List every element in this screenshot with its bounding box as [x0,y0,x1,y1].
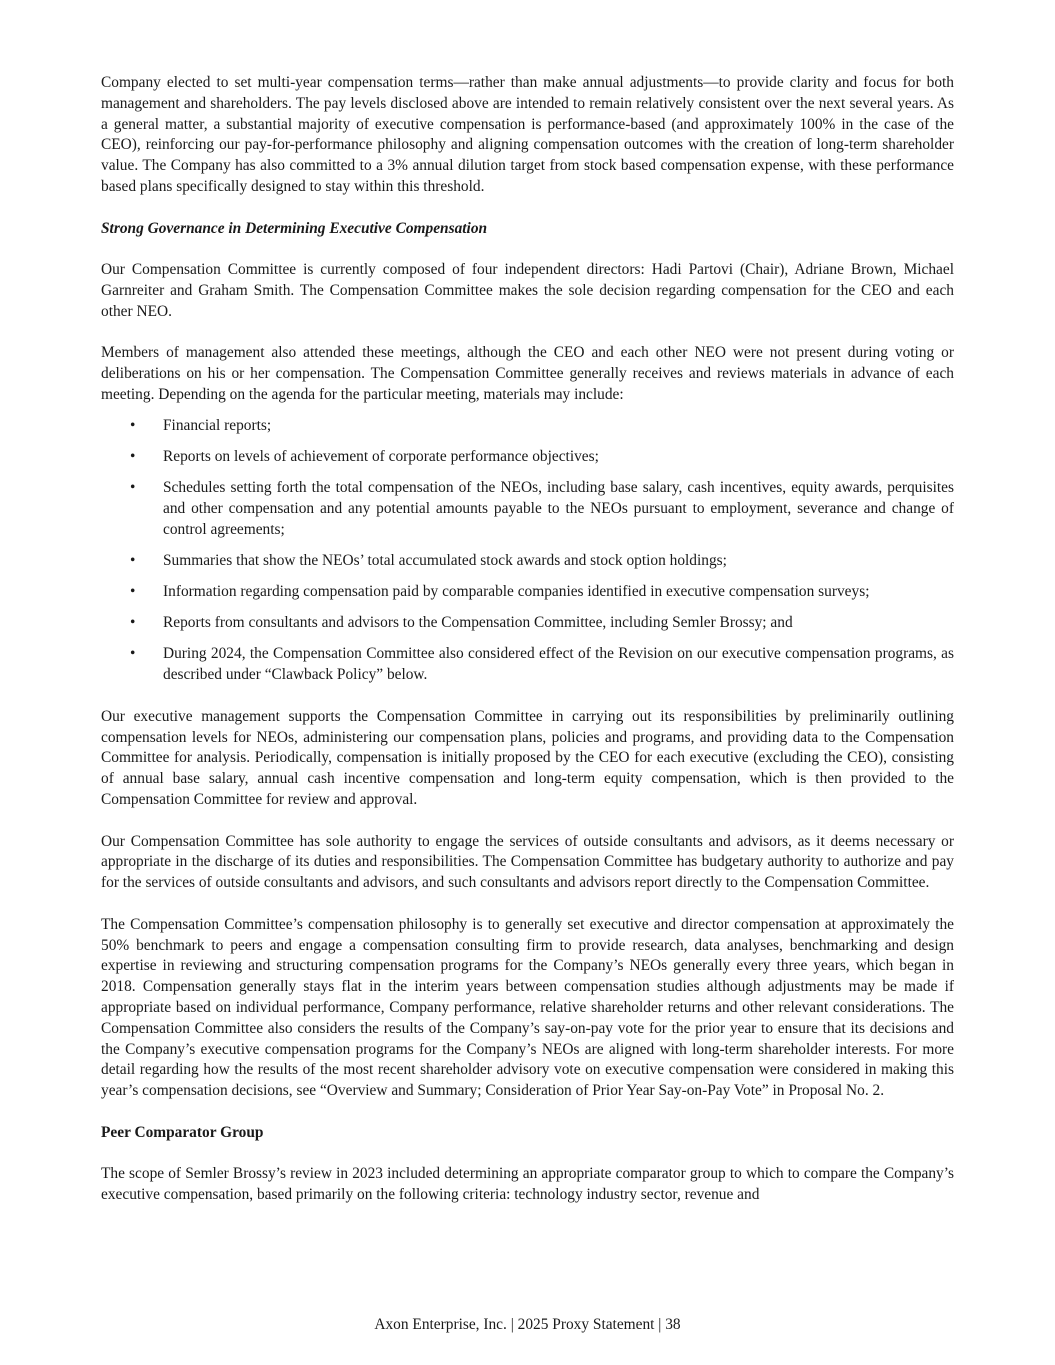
list-item [101,478,954,540]
list-item [101,582,954,603]
paragraph-committee-composition: Our Compensation Committee is currently composed of four independent directors: Hadi Partovi (Chair), Adriane Brown, Michael Garnreiter and Graham Smith. The Compensation Committee makes the sole decision regarding compensation for the CEO and each other NEO. [101,261,954,320]
bullet-glyph: • [130,645,136,663]
materials-list [101,416,954,686]
bullet-glyph: • [130,583,136,601]
bullet-glyph: • [130,614,136,632]
bullet-glyph: • [130,447,136,465]
list-item [101,416,954,437]
paragraph-management-meetings: Members of management also attended these meetings, although the CEO and each other NEO were not present during voting or deliberations on his or her compensation. The Compensation Committee generally receives and reviews materials in advance of each meeting. Depending on the agenda for the particular meeting, materials may include: [101,344,954,403]
document-page [101,73,954,1206]
list-item-text: Schedules setting forth the total compensation of the NEOs, including base salary, cash incentives, equity awards, perquisites and other compensation and any potential amounts payable to the NEOs pursuant to employment, severance and change of control agreements; [163,479,954,538]
paragraph-executive-management-support: Our executive management supports the Compensation Committee in carrying out its responsibilities by preliminarily outlining compensation levels for NEOs, administering our compensation plans, policies and programs, and providing data to the Compensation Committee for analysis. Periodically, compensation is initially proposed by the CEO for each executive (excluding the CEO), consisting of annual base salary, annual cash incentive compensation and long-term equity compensation, which is then provided to the Compensation Committee for review and approval. [101,707,954,809]
list-item [101,613,954,634]
list-item-text: Reports on levels of achievement of corporate performance objectives; [163,447,599,465]
bullet-glyph: • [130,416,136,434]
paragraph-consultants-authority: Our Compensation Committee has sole authority to engage the services of outside consultants and advisors, as it deems necessary or appropriate in the discharge of its duties and responsibilities. The Compensation Committee has budgetary authority to authorize and pay for the services of outside consultants and advisors, and such consultants and advisors report directly to the Compensation Committee. [101,832,954,892]
paragraph-compensation-philosophy: The Compensation Committee’s compensation philosophy is to generally set executive and director compensation at approximately the 50% benchmark to peers and engage a compensation consulting firm to provide research, data analyses, benchmarking and design expertise in reviewing and structuring compensation programs for the Company’s NEOs generally every three years, which began in 2018. Compensation generally stays flat in the interim years between compensation studies although adjustments may be made if appropriate based on individual performance, Company performance, relative shareholder returns and other relevant considerations. The Compensation Committee also considers the results of the Company’s say-on-pay vote for the prior year to ensure that its decisions and the Company’s executive compensation programs for the Company’s NEOs are aligned with long-term shareholder interests. For more detail regarding how the results of the most recent shareholder advisory vote on executive compensation were considered in making this year’s compensation decisions, see “Overview and Summary; Consideration of Prior Year Say-on-Pay Vote” in Proposal No. 2. [101,915,954,1100]
list-item-text: During 2024, the Compensation Committee also considered effect of the Revision on our executive compensation programs, as described under “Clawback Policy” below. [163,645,954,684]
paragraph-multi-year-terms: Company elected to set multi-year compensation terms—rather than make annual adjustments—to provide clarity and focus for both management and shareholders. The pay levels disclosed above are intended to remain relatively consistent over the next several years. As a general matter, a substantial majority of executive compensation is performance-based (and approximately 100% in the case of the CEO), reinforcing our pay-for-performance philosophy and aligning compensation outcomes with the creation of long-term shareholder value. The Company has also committed to a 3% annual dilution target from stock based compensation expense, with these performance based plans specifically designed to stay within this threshold. [101,74,954,195]
page-footer: Axon Enterprise, Inc. | 2025 Proxy Statement | 38 [374,1316,681,1333]
heading-peer-comparator-group: Peer Comparator Group [101,1123,264,1141]
heading-strong-governance: Strong Governance in Determining Executive Compensation [101,219,488,237]
list-item [101,644,954,686]
list-item-text: Summaries that show the NEOs’ total accumulated stock awards and stock option holdings; [163,551,727,569]
list-item-text: Financial reports; [163,416,272,434]
list-item-text: Information regarding compensation paid by comparable companies identified in executive compensation surveys; [163,583,870,601]
list-item [101,447,954,468]
paragraph-semler-brossy-review: The scope of Semler Brossy’s review in 2023 included determining an appropriate comparator group to which to compare the Company’s executive compensation, based primarily on the following criteria: technology industry sector, revenue and [101,1165,954,1204]
bullet-glyph: • [130,479,136,497]
list-item [101,551,954,572]
list-item-text: Reports from consultants and advisors to the Compensation Committee, including Semler Brossy; and [163,614,793,632]
bullet-glyph: • [130,551,136,569]
